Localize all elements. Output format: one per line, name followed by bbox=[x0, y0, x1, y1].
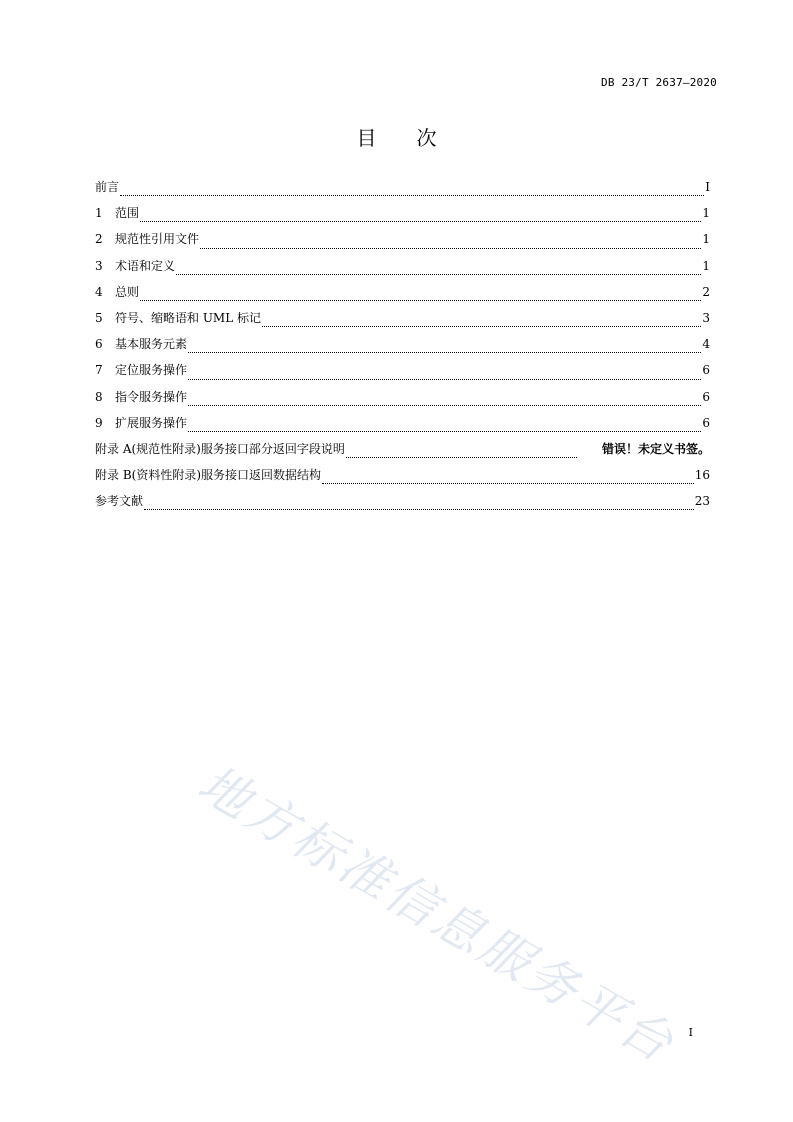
toc-entry-number: 7 bbox=[95, 363, 103, 378]
title-char-1: 目 bbox=[356, 126, 377, 150]
leader-dots bbox=[322, 483, 694, 484]
toc-entry-references[interactable] bbox=[95, 492, 710, 518]
toc-entry-5[interactable] bbox=[95, 309, 710, 335]
toc-entry-page: 3 bbox=[702, 310, 710, 325]
toc-entry-page: 2 bbox=[702, 284, 710, 299]
toc-entry-page: 6 bbox=[702, 389, 710, 404]
toc-entry-label: 定位服务操作 bbox=[115, 363, 188, 378]
leader-dots bbox=[120, 195, 704, 196]
leader-dots bbox=[140, 221, 701, 222]
toc-entry-number: 9 bbox=[95, 415, 103, 430]
toc-entry-number: 1 bbox=[95, 206, 103, 221]
toc-entry-label: 扩展服务操作 bbox=[115, 415, 188, 430]
toc-entry-page: 6 bbox=[702, 415, 710, 430]
toc-entry-label: 范围 bbox=[115, 206, 140, 221]
toc-entry-page: 4 bbox=[702, 337, 710, 352]
page-title bbox=[0, 122, 793, 151]
toc-entry-label: 指令服务操作 bbox=[115, 389, 188, 404]
toc-entry-label: 符号、缩略语和 UML 标记 bbox=[115, 310, 261, 325]
leader-dots bbox=[144, 509, 694, 510]
leader-dots bbox=[188, 352, 701, 353]
toc-entry-label: 规范性引用文件 bbox=[115, 232, 200, 247]
toc-entry-label: 前言 bbox=[95, 180, 120, 194]
toc-entry-7[interactable] bbox=[95, 361, 710, 387]
toc-entry-annex-a[interactable] bbox=[95, 440, 710, 466]
toc-entry-number: 4 bbox=[95, 284, 103, 299]
toc-entry-error-message: 错误！未定义书签。 bbox=[601, 441, 710, 456]
table-of-contents bbox=[95, 178, 710, 518]
toc-entry-3[interactable] bbox=[95, 257, 710, 283]
toc-entry-number: 8 bbox=[95, 389, 103, 404]
toc-entry-4[interactable] bbox=[95, 283, 710, 309]
leader-dots bbox=[200, 248, 701, 249]
toc-entry-label: 基本服务元素 bbox=[115, 337, 188, 352]
toc-entry-page: I bbox=[705, 180, 710, 194]
toc-entry-label: 总则 bbox=[115, 284, 140, 299]
toc-entry-2[interactable] bbox=[95, 230, 710, 256]
toc-entry-number: 3 bbox=[95, 258, 103, 273]
leader-dots bbox=[176, 274, 701, 275]
toc-entry-8[interactable] bbox=[95, 388, 710, 414]
toc-entry-number: 6 bbox=[95, 337, 103, 352]
title-char-2: 次 bbox=[416, 126, 437, 150]
toc-entry-page: 1 bbox=[702, 232, 710, 247]
toc-entry-number: 2 bbox=[95, 232, 103, 247]
leader-dots bbox=[188, 405, 701, 406]
toc-entry-9[interactable] bbox=[95, 414, 710, 440]
toc-entry-label: 附录 B(资料性附录)服务接口返回数据结构 bbox=[95, 468, 321, 483]
toc-entry-label: 附录 A(规范性附录)服务接口部分返回字段说明 bbox=[95, 441, 345, 456]
page-number: I bbox=[688, 1026, 693, 1039]
toc-entry-1[interactable] bbox=[95, 204, 710, 230]
leader-dots bbox=[140, 300, 701, 301]
toc-entry-foreword[interactable] bbox=[95, 178, 710, 204]
standard-code: DB 23/T 2637—2020 bbox=[601, 76, 717, 89]
leader-dots bbox=[188, 431, 701, 432]
toc-entry-number: 5 bbox=[95, 310, 103, 325]
toc-entry-page: 16 bbox=[694, 468, 710, 483]
toc-entry-page: 23 bbox=[694, 494, 710, 509]
toc-entry-page: 1 bbox=[702, 258, 710, 273]
leader-dots bbox=[262, 326, 701, 327]
toc-entry-annex-b[interactable] bbox=[95, 466, 710, 492]
toc-entry-label: 术语和定义 bbox=[115, 258, 176, 273]
watermark: 地方标准信息服务平台 bbox=[188, 754, 686, 1075]
toc-entry-label: 参考文献 bbox=[95, 494, 144, 509]
toc-entry-page: 6 bbox=[702, 363, 710, 378]
toc-entry-6[interactable] bbox=[95, 335, 710, 361]
leader-dots bbox=[346, 457, 577, 458]
leader-dots bbox=[188, 379, 701, 380]
toc-entry-page: 1 bbox=[702, 206, 710, 221]
